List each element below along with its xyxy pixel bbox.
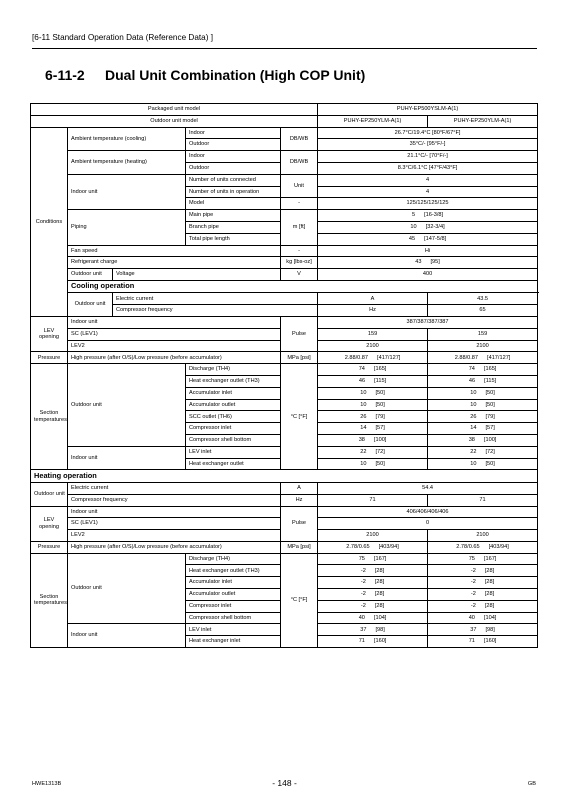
heating-temp-a-f: [167] (373, 555, 387, 562)
heat-pressure-b (428, 541, 538, 553)
cool-lev2-a: 2100 (318, 340, 428, 352)
heating-sec-indoor: Indoor unit (68, 624, 186, 648)
heat-lev-indoor-label: Indoor unit (68, 506, 281, 518)
footer-doc-code: HWE1313B (32, 781, 62, 787)
units-unit: Unit (281, 174, 318, 198)
outdoor-unit-a: PUHY-EP250YLM-A(1) (318, 115, 428, 127)
amb-heat-indoor: Indoor (186, 151, 281, 163)
amb-cool-outdoor-val: 35°C/- [95°F/-] (318, 139, 538, 151)
heat-lev-indoor-val: 406/406/406/406 (318, 506, 538, 518)
footer-region: GB (527, 781, 536, 787)
table-row (31, 553, 538, 565)
cooling-sec-label: Section temperatures (31, 364, 68, 470)
heating-temp-a (318, 565, 428, 577)
heating-temp-a (318, 636, 428, 648)
cooling-temp-b-f: [115] (484, 378, 497, 385)
heating-temp-a (318, 600, 428, 612)
cooling-temp-b-c: 22 (470, 448, 477, 455)
heating-temp-b-f: [28] (484, 579, 495, 586)
branch-pipe: Branch pipe (186, 221, 281, 233)
branch-pipe-ft: [32-3/4] (425, 224, 445, 231)
amb-heat-unit: DB/WB (281, 151, 318, 175)
heat-lev2-label: LEV2 (68, 530, 281, 542)
heating-temp-b-c: 37 (470, 626, 477, 633)
cooling-sec-indoor: Indoor unit (68, 446, 186, 470)
heating-temp-a-c: 40 (358, 614, 365, 621)
table-row (31, 127, 538, 139)
cool-current-unit: A (318, 293, 428, 305)
table-row (31, 245, 538, 257)
heating-temp-a-c: 71 (358, 638, 365, 645)
heating-temp-a-c: -2 (360, 602, 366, 609)
heating-temp-a (318, 553, 428, 565)
cooling-temp-a-f: [72] (375, 448, 385, 455)
heat-current-unit: A (281, 482, 318, 494)
refrigerant-label: Refrigerant charge (68, 257, 281, 269)
heat-lev2-a: 2100 (318, 530, 428, 542)
heating-temp-a-c: 75 (358, 555, 365, 562)
packaged-unit-value: PUHY-EP500YSLM-A(1) (318, 104, 538, 116)
cooling-temp-label: Accumulator outlet (186, 399, 281, 411)
cool-lev-indoor-val: 387/387/387/387 (318, 317, 538, 329)
cool-current-label: Electric current (113, 293, 318, 305)
cooling-temp-a-f: [165] (373, 366, 387, 373)
cool-sc-label: SC (LEV1) (68, 328, 281, 340)
heating-sec-outdoor: Outdoor unit (68, 553, 186, 624)
heating-temp-a-f: [98] (375, 626, 385, 633)
voltage-label: Outdoor unit (68, 269, 113, 281)
table-row (31, 115, 538, 127)
amb-heat-indoor-val: 21.1°C/- [70°F/-] (318, 151, 538, 163)
heat-pressure-desc: High pressure (after O/S)/Low pressure (before accumulator) (68, 541, 281, 553)
cooling-temp-label: Compressor inlet (186, 423, 281, 435)
cooling-temp-a-c: 38 (358, 437, 365, 444)
piping-label: Piping (68, 210, 186, 245)
heating-temp-b (428, 553, 538, 565)
fan-speed-unit: - (281, 245, 318, 257)
cooling-temp-a-f: [50] (375, 460, 385, 467)
main-pipe-val (318, 210, 538, 222)
cooling-temp-b-c: 10 (470, 401, 477, 408)
heating-temp-a (318, 589, 428, 601)
refrigerant-unit: kg [lbs-oz] (281, 257, 318, 269)
heating-temp-b-c: -2 (470, 591, 476, 598)
cool-freq-unit: Hz (318, 305, 428, 317)
cooling-temp-unit: °C [°F] (281, 364, 318, 470)
title-number: 6-11-2 (45, 67, 85, 83)
table-row (31, 364, 538, 376)
heating-temp-b-c: 40 (468, 614, 475, 621)
cool-sc-a: 159 (318, 328, 428, 340)
voltage-sub: Voltage (113, 269, 281, 281)
heat-freq-label: Compressor frequency (68, 494, 281, 506)
cooling-heading: Cooling operation (68, 280, 538, 293)
cooling-temp-a-f: [100] (373, 437, 387, 444)
cooling-temp-b-f: [50] (485, 401, 495, 408)
heating-sec-label: Section temperatures (31, 553, 68, 647)
cool-pressure-unit: MPa [psi] (281, 352, 318, 364)
cooling-temp-b (428, 423, 538, 435)
heat-sc-label: SC (LEV1) (68, 518, 281, 530)
total-pipe-m: 45 (408, 235, 416, 242)
cooling-temp-label: Discharge (TH4) (186, 364, 281, 376)
cooling-temp-b-c: 26 (470, 413, 477, 420)
header-rule (32, 48, 537, 49)
heating-temp-b-f: [160] (483, 638, 497, 645)
cool-pressure-b (428, 352, 538, 364)
cooling-temp-b (428, 411, 538, 423)
cooling-temp-a-c: 26 (360, 413, 367, 420)
heating-temp-a-f: [28] (374, 567, 385, 574)
cooling-temp-b-f: [72] (485, 448, 495, 455)
cooling-temp-label: Compressor shell bottom (186, 435, 281, 447)
packaged-unit-label: Packaged unit model (31, 104, 318, 116)
cooling-temp-a-f: [50] (375, 389, 385, 396)
cool-pressure-b-mpa: 2.88/0.87 (454, 354, 479, 361)
cooling-temp-b-f: [100] (483, 437, 497, 444)
heat-pressure-a (318, 541, 428, 553)
heat-pressure-label: Pressure (31, 541, 68, 553)
heating-temp-label: Compressor inlet (186, 600, 281, 612)
heating-temp-label: Discharge (TH4) (186, 553, 281, 565)
heat-pressure-unit: MPa [psi] (281, 541, 318, 553)
cooling-temp-a-f: [79] (375, 413, 385, 420)
cooling-temp-b (428, 376, 538, 388)
amb-cool-label: Ambient temperature (cooling) (68, 127, 186, 151)
cooling-temp-b-f: [50] (485, 389, 495, 396)
units-connected: Number of units connected (186, 174, 281, 186)
page-number: - 148 - (272, 778, 297, 788)
operation-data-table (30, 103, 538, 648)
cooling-temp-b-c: 46 (468, 378, 476, 385)
amb-cool-unit: DB/WB (281, 127, 318, 151)
amb-cool-indoor: Indoor (186, 127, 281, 139)
cooling-temp-label: Accumulator inlet (186, 387, 281, 399)
cooling-temp-a-f: [57] (375, 425, 385, 432)
heat-sc-val: 0 (318, 518, 538, 530)
heat-pressure-a-psi: [403/94] (378, 543, 399, 550)
heating-temp-b-f: [167] (483, 555, 497, 562)
heating-temp-unit: °C [°F] (281, 553, 318, 647)
cooling-temp-a-c: 74 (358, 366, 365, 373)
table-row (31, 470, 538, 483)
cool-lev2-label: LEV2 (68, 340, 281, 352)
cooling-temp-label: LEV inlet (186, 446, 281, 458)
table-row (31, 104, 538, 116)
cooling-temp-a-c: 10 (360, 389, 367, 396)
cooling-temp-b-c: 10 (470, 460, 477, 467)
cool-lev-indoor-label: Indoor unit (68, 317, 281, 329)
cooling-temp-b (428, 435, 538, 447)
heating-temp-a-c: -2 (360, 579, 366, 586)
heating-temp-b (428, 600, 538, 612)
fan-speed-label: Fan speed (68, 245, 281, 257)
cool-pressure-desc: High pressure (after O/S)/Low pressure (before accumulator) (68, 352, 281, 364)
heating-temp-b-f: [28] (484, 567, 495, 574)
cooling-temp-b-f: [57] (485, 425, 495, 432)
table-row (31, 174, 538, 186)
cooling-temp-b-f: [50] (485, 460, 495, 467)
table-row (31, 151, 538, 163)
heating-temp-label: Compressor shell bottom (186, 612, 281, 624)
table-row (31, 506, 538, 518)
cool-outdoor-label: Outdoor unit (68, 293, 113, 317)
cooling-temp-b (428, 364, 538, 376)
heating-temp-label: Heat exchanger inlet (186, 636, 281, 648)
heating-temp-label: Heat exchanger outlet (TH3) (186, 565, 281, 577)
cool-lev-unit: Pulse (281, 317, 318, 352)
cooling-temp-a-c: 10 (360, 401, 367, 408)
heat-current-val: 54.4 (318, 482, 538, 494)
heating-temp-a-f: [160] (373, 638, 387, 645)
cool-freq-a: 65 (428, 305, 538, 317)
voltage-val: 400 (318, 269, 538, 281)
table-row (31, 210, 538, 222)
heating-temp-a (318, 624, 428, 636)
refrigerant-val (318, 257, 538, 269)
cooling-temp-a (318, 387, 428, 399)
heating-temp-b-f: [104] (483, 614, 497, 621)
heat-pressure-b-psi: [403/94] (488, 543, 509, 550)
title-text: Dual Unit Combination (High COP Unit) (105, 67, 366, 83)
amb-heat-outdoor: Outdoor (186, 162, 281, 174)
heating-temp-a-f: [28] (374, 579, 385, 586)
table-row (31, 482, 538, 494)
table-row (31, 352, 538, 364)
heat-lev2-b: 2100 (428, 530, 538, 542)
table-row (31, 257, 538, 269)
indoor-unit-label: Indoor unit (68, 174, 186, 209)
heating-temp-b (428, 636, 538, 648)
fan-speed-val: Hi (318, 245, 538, 257)
model-unit: - (281, 198, 318, 210)
main-pipe-ft: [16-3/8] (424, 212, 444, 219)
amb-cool-indoor-val: 26.7°C/19.4°C [80°F/67°F] (318, 127, 538, 139)
cooling-temp-b-c: 74 (468, 366, 475, 373)
heat-pressure-a-mpa: 2.78/0.65 (346, 543, 370, 550)
cooling-temp-a (318, 435, 428, 447)
table-row (31, 541, 538, 553)
branch-pipe-val (318, 221, 538, 233)
heating-temp-a (318, 612, 428, 624)
table-row (31, 494, 538, 506)
heating-heading: Heating operation (31, 470, 538, 483)
heating-temp-b-c: -2 (470, 567, 476, 574)
piping-unit: m [ft] (281, 210, 318, 245)
cooling-temp-b-f: [165] (483, 366, 497, 373)
cooling-temp-b-c: 14 (470, 425, 477, 432)
refrigerant-lbs: [95] (430, 259, 440, 266)
heating-temp-b (428, 612, 538, 624)
heating-temp-b (428, 589, 538, 601)
cooling-temp-label: Heat exchanger outlet (TH3) (186, 376, 281, 388)
heating-temp-a-c: -2 (360, 591, 366, 598)
total-pipe-val (318, 233, 538, 245)
table-row (31, 269, 538, 281)
table-row (31, 317, 538, 329)
outdoor-unit-b: PUHY-EP250YLM-A(1) (428, 115, 538, 127)
amb-cool-outdoor: Outdoor (186, 139, 281, 151)
cooling-temp-a (318, 458, 428, 470)
cooling-temp-a-c: 14 (360, 425, 367, 432)
page-title (45, 67, 365, 83)
heating-temp-a-c: -2 (360, 567, 366, 574)
heat-outdoor-label: Outdoor unit (31, 482, 68, 506)
units-operation: Number of units in operation (186, 186, 281, 198)
heating-temp-b-c: 75 (468, 555, 475, 562)
heating-temp-label: Accumulator inlet (186, 577, 281, 589)
cooling-temp-a (318, 399, 428, 411)
cool-pressure-a-psi: [417/127] (377, 354, 401, 361)
heating-temp-a-f: [104] (373, 614, 387, 621)
heating-temp-a-f: [28] (374, 591, 385, 598)
heat-pressure-b-mpa: 2.78/0.65 (456, 543, 480, 550)
section-header: [6-11 Standard Operation Data (Reference Data) ] (32, 33, 213, 42)
model-label: Model (186, 198, 281, 210)
amb-heat-outdoor-val: 8.3°C/6.1°C [47°F/43°F] (318, 162, 538, 174)
voltage-unit: V (281, 269, 318, 281)
cooling-temp-a-c: 10 (360, 460, 367, 467)
heat-lev-unit: Pulse (281, 506, 318, 541)
cooling-temp-a (318, 376, 428, 388)
heating-temp-label: Accumulator outlet (186, 589, 281, 601)
cooling-temp-a-f: [115] (374, 378, 387, 385)
cooling-temp-b-f: [79] (485, 413, 495, 420)
cool-pressure-b-psi: [417/127] (487, 354, 511, 361)
cooling-temp-b (428, 387, 538, 399)
cooling-temp-a-f: [50] (375, 401, 385, 408)
heat-lev-label: LEV opening (31, 506, 68, 541)
heating-temp-b (428, 577, 538, 589)
table-row (31, 293, 538, 305)
heating-temp-b-f: [98] (485, 626, 495, 633)
cool-pressure-a-mpa: 2.88/0.87 (344, 354, 369, 361)
heating-temp-b-c: -2 (470, 579, 476, 586)
cool-lev2-b: 2100 (428, 340, 538, 352)
cooling-temp-a-c: 22 (360, 448, 367, 455)
refrigerant-kg: 43 (415, 259, 422, 266)
cooling-temp-b (428, 446, 538, 458)
cooling-temp-a-c: 46 (358, 378, 366, 385)
cooling-temp-a (318, 411, 428, 423)
units-connected-val: 4 (318, 174, 538, 186)
heating-temp-b (428, 565, 538, 577)
heat-freq-b: 71 (428, 494, 538, 506)
cooling-sec-outdoor: Outdoor unit (68, 364, 186, 447)
heat-freq-a: 71 (318, 494, 428, 506)
cool-lev-label: LEV opening (31, 317, 68, 352)
heat-freq-unit: Hz (281, 494, 318, 506)
heating-temp-b-f: [28] (484, 602, 495, 609)
model-val: 125/125/125/125 (318, 198, 538, 210)
heating-temp-b-c: -2 (470, 602, 476, 609)
heating-temp-a-f: [28] (374, 602, 385, 609)
cooling-temp-label: SCC outlet (TH6) (186, 411, 281, 423)
outdoor-unit-label: Outdoor unit model (31, 115, 318, 127)
heat-current-label: Electric current (68, 482, 281, 494)
conditions-label: Conditions (31, 127, 68, 316)
cooling-temp-a (318, 364, 428, 376)
heating-temp-a-c: 37 (360, 626, 367, 633)
cooling-temp-b-c: 10 (470, 389, 477, 396)
branch-pipe-m: 10 (410, 224, 417, 231)
heating-temp-a (318, 577, 428, 589)
cooling-temp-label: Heat exchanger outlet (186, 458, 281, 470)
cooling-temp-a (318, 446, 428, 458)
total-pipe-ft: [147-5/8] (424, 235, 447, 242)
cool-current-val: 43.5 (428, 293, 538, 305)
amb-heat-label: Ambient temperature (heating) (68, 151, 186, 175)
main-pipe: Main pipe (186, 210, 281, 222)
cool-sc-b: 159 (428, 328, 538, 340)
cooling-temp-b (428, 458, 538, 470)
main-pipe-m: 5 (411, 212, 416, 219)
cooling-temp-a (318, 423, 428, 435)
cooling-temp-b-c: 38 (468, 437, 475, 444)
cool-pressure-a (318, 352, 428, 364)
table-row (31, 280, 538, 293)
units-operation-val: 4 (318, 186, 538, 198)
heating-temp-b (428, 624, 538, 636)
cool-freq-label: Compressor frequency (113, 305, 318, 317)
heating-temp-label: LEV inlet (186, 624, 281, 636)
cooling-temp-b (428, 399, 538, 411)
heating-temp-b-f: [28] (484, 591, 495, 598)
total-pipe: Total pipe length (186, 233, 281, 245)
heating-temp-b-c: 71 (468, 638, 475, 645)
cool-pressure-label: Pressure (31, 352, 68, 364)
